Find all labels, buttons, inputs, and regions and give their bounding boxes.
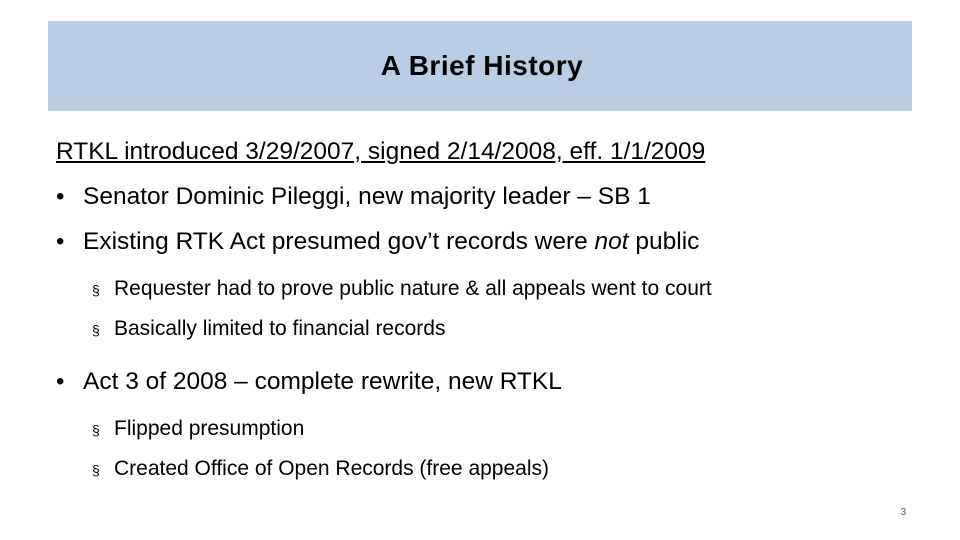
sub-bullet-text: Flipped presumption [114, 417, 305, 440]
slide-title: A Brief History [380, 50, 584, 81]
bullet-text-emphasis: not [594, 228, 629, 255]
bullet-text: Senator Dominic Pileggi, new majority leader – SB 1 [83, 183, 651, 210]
intro-line: RTKL introduced 3/29/2007, signed 2/14/2008, eff. 1/1/2009 [56, 138, 706, 165]
bullet-item-2 [56, 224, 936, 260]
section-bullet-icon: § [92, 462, 100, 478]
sub-bullet-text: Created Office of Open Records (free appeals) [114, 457, 550, 480]
sub-bullet-item [56, 314, 936, 344]
sub-bullet-item [56, 274, 936, 304]
bullet-text-end: public [628, 228, 700, 255]
section-bullet-icon: § [92, 282, 100, 298]
sub-bullet-item [56, 454, 936, 484]
section-bullet-icon: § [92, 422, 100, 438]
sub-bullet-text: Basically limited to financial records [114, 317, 446, 340]
bullet-text-start: Existing RTK Act presumed gov’t records were [83, 228, 595, 255]
bullet-icon: • [56, 183, 65, 210]
page-number: 3 [900, 507, 906, 518]
sub-bullet-text: Requester had to prove public nature & all appeals went to court [114, 277, 712, 300]
bullet-text: Act 3 of 2008 – complete rewrite, new RTKL [83, 368, 562, 395]
bullet-item-1 [56, 179, 936, 215]
slide-body [56, 134, 936, 484]
sub-bullet-item [56, 414, 936, 444]
bullet-item-3 [56, 364, 936, 400]
bullet-icon: • [56, 368, 65, 395]
bullet-icon: • [56, 228, 65, 255]
section-bullet-icon: § [92, 322, 100, 338]
title-bar [48, 21, 912, 111]
